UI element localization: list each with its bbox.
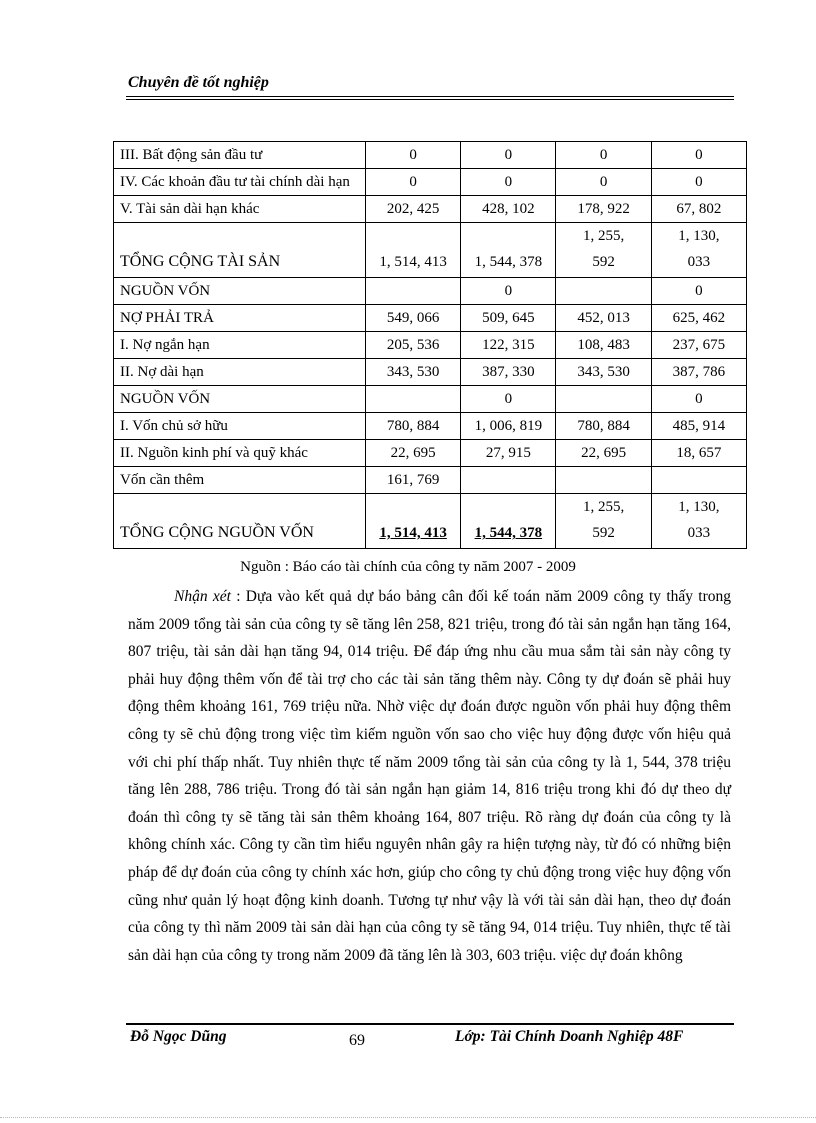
header-rule xyxy=(126,96,734,97)
row-value xyxy=(365,278,460,305)
commentary-lead: Nhận xét xyxy=(174,588,231,605)
value-text: 1, 130, 033 xyxy=(678,228,720,270)
row-value xyxy=(461,332,556,359)
value-text: 387, 330 xyxy=(482,364,535,380)
value-text: 22, 695 xyxy=(581,445,627,461)
row-label: V. Tài sản dài hạn khác xyxy=(114,196,366,223)
table-row xyxy=(114,223,747,278)
page-edge xyxy=(0,1117,816,1118)
table-row xyxy=(114,440,747,467)
value-text: 625, 462 xyxy=(672,310,726,326)
value-text: 780, 884 xyxy=(577,418,630,434)
row-value xyxy=(461,305,556,332)
row-label: IV. Các khoản đầu tư tài chính dài hạn xyxy=(114,169,366,196)
row-value xyxy=(651,278,746,305)
row-value xyxy=(651,440,746,467)
value-text: 549, 066 xyxy=(386,310,440,326)
row-label: Vốn cần thêm xyxy=(114,467,366,494)
row-value xyxy=(556,142,651,169)
row-value xyxy=(365,332,460,359)
value-text: 1, 255, 592 xyxy=(582,499,625,541)
balance-sheet-table xyxy=(113,141,747,549)
commentary-text: : Dựa vào kết quả dự báo bảng cân đối kế toán năm 2009 công ty thấy trong năm 2009 tổng tài sản của công ty sẽ tăng lên 258, 821 triệu, trong đó tài sản ngắn hạn tăng 164, 807 triệu, tài sản dài hạn tăng 94, 014 triệu. Để đáp ứng nhu cầu mua sắm tài sản này công ty phải huy động thêm vốn để tài trợ cho các tài sản tăng thêm này. Công ty dự đoán sẽ phải huy động thêm khoảng 161, 769 triệu nữa. Nhờ việc dự đoán được nguồn vốn phải huy động thêm công ty sẽ chủ động trong việc tìm kiếm nguồn vốn sao cho việc huy động được vốn hiệu quả với chi phí thấp nhất. Tuy nhiên thực tế năm 2009 tổng tài sản của công ty là 1, 544, 378 triệu tăng lên 288, 786 triệu. Trong đó tài sản ngắn hạn giảm 14, 816 triệu trong khi đó dự theo dự đoán thì công ty sẽ tăng tài sản thêm khoảng 164, 807 triệu. Rõ ràng dự đoán của công ty là không chính xác. Công ty cần tìm hiểu nguyên nhân gây ra hiện tượng này, từ đó có những biện pháp để dự đoán của công ty chính xác hơn, giúp cho công ty chủ động trong việc huy động vốn cũng như quản lý hoạt động kinh doanh. Tương tự như vậy là với tài sản dài hạn, theo dự đoán của công ty thì năm 2009 tài sản dài hạn của công ty sẽ tăng 94, 014 triệu. Tuy nhiên, thực tế tài sản dài hạn của công ty trong năm 2009 đã tăng lên là 303, 603 triệu. việc dự đoán không xyxy=(128,588,731,964)
table-row xyxy=(114,413,747,440)
value-text: 0 xyxy=(504,174,513,190)
row-value xyxy=(461,359,556,386)
row-value xyxy=(365,223,460,278)
table-row xyxy=(114,332,747,359)
row-value xyxy=(365,169,460,196)
row-value xyxy=(365,413,460,440)
value-text: 205, 536 xyxy=(386,337,440,353)
value-text: 1, 006, 819 xyxy=(474,418,543,434)
row-value xyxy=(461,142,556,169)
row-value xyxy=(651,494,746,549)
table-row xyxy=(114,359,747,386)
value-text: 0 xyxy=(504,391,513,407)
row-value xyxy=(365,196,460,223)
value-text: 0 xyxy=(695,391,703,407)
value-text: 122, 315 xyxy=(482,337,535,353)
value-text: 452, 013 xyxy=(577,310,630,326)
value-text: 343, 530 xyxy=(386,364,440,380)
row-label: NGUỒN VỐN xyxy=(114,278,366,305)
row-value xyxy=(365,142,460,169)
row-value xyxy=(651,196,746,223)
row-value xyxy=(651,332,746,359)
value-text: 108, 483 xyxy=(577,337,630,353)
page-number: 69 xyxy=(349,1032,365,1049)
value-text: 178, 922 xyxy=(577,201,630,217)
value-text: 1, 544, 378 xyxy=(474,525,543,541)
value-text: 387, 786 xyxy=(672,364,726,380)
row-value xyxy=(556,359,651,386)
footer-class: Lớp: Tài Chính Doanh Nghiệp 48F xyxy=(455,1028,684,1045)
row-value xyxy=(556,332,651,359)
row-value xyxy=(651,359,746,386)
value-text: 0 xyxy=(504,283,513,299)
row-label: NGUỒN VỐN xyxy=(114,386,366,413)
header-rule xyxy=(126,99,734,100)
value-text: 1, 255, 592 xyxy=(582,228,625,270)
value-text: 0 xyxy=(695,147,703,163)
value-text: 0 xyxy=(695,174,703,190)
row-value xyxy=(651,413,746,440)
table-row xyxy=(114,386,747,413)
row-label: TỔNG CỘNG NGUỒN VỐN xyxy=(114,494,366,549)
value-text: 1, 514, 413 xyxy=(379,525,447,541)
table-row xyxy=(114,142,747,169)
row-label: I. Nợ ngắn hạn xyxy=(114,332,366,359)
value-text: 237, 675 xyxy=(672,337,726,353)
value-text: 27, 915 xyxy=(485,445,531,461)
table-row xyxy=(114,467,747,494)
row-label: II. Nguồn kinh phí và quỹ khác xyxy=(114,440,366,467)
row-value xyxy=(461,223,556,278)
row-value xyxy=(556,440,651,467)
row-value xyxy=(556,223,651,278)
value-text: 0 xyxy=(504,147,513,163)
row-value xyxy=(556,386,651,413)
value-text: 0 xyxy=(599,174,608,190)
value-text: 0 xyxy=(409,174,417,190)
row-value xyxy=(651,467,746,494)
row-label: I. Vốn chủ sở hữu xyxy=(114,413,366,440)
source-note: Nguồn : Báo cáo tài chính của công ty năm 2007 - 2009 xyxy=(240,559,576,575)
value-text: 0 xyxy=(409,147,417,163)
row-value xyxy=(365,440,460,467)
table-row xyxy=(114,278,747,305)
row-value xyxy=(461,169,556,196)
value-text: 1, 544, 378 xyxy=(474,254,543,270)
row-label: TỔNG CỘNG TÀI SẢN xyxy=(114,223,366,278)
row-value xyxy=(556,278,651,305)
row-value xyxy=(461,386,556,413)
row-value xyxy=(365,467,460,494)
footer-rule xyxy=(126,1023,734,1025)
value-text: 22, 695 xyxy=(390,445,436,461)
row-value xyxy=(461,196,556,223)
value-text: 780, 884 xyxy=(386,418,440,434)
value-text: 0 xyxy=(599,147,608,163)
table-row xyxy=(114,305,747,332)
value-text: 1, 514, 413 xyxy=(379,254,447,270)
row-value xyxy=(651,305,746,332)
value-text: 1, 130, 033 xyxy=(678,499,720,541)
value-text: 428, 102 xyxy=(482,201,535,217)
value-text: 509, 645 xyxy=(482,310,535,326)
row-value xyxy=(651,223,746,278)
row-label: III. Bất động sản đầu tư xyxy=(114,142,366,169)
row-value xyxy=(556,467,651,494)
value-text: 67, 802 xyxy=(676,201,722,217)
header-title: Chuyên đề tốt nghiệp xyxy=(128,74,269,91)
row-value xyxy=(461,278,556,305)
row-label: NỢ PHẢI TRẢ xyxy=(114,305,366,332)
row-value xyxy=(365,494,460,549)
row-value xyxy=(365,305,460,332)
row-value xyxy=(556,169,651,196)
footer-author: Đỗ Ngọc Dũng xyxy=(130,1028,227,1045)
value-text: 161, 769 xyxy=(386,472,440,488)
value-text: 485, 914 xyxy=(672,418,726,434)
table-row xyxy=(114,169,747,196)
commentary-paragraph xyxy=(128,583,731,969)
table-row xyxy=(114,196,747,223)
row-value xyxy=(461,413,556,440)
row-value xyxy=(556,494,651,549)
value-text: 0 xyxy=(695,283,703,299)
table-row xyxy=(114,494,747,549)
value-text: 202, 425 xyxy=(386,201,440,217)
row-value xyxy=(556,196,651,223)
row-label: II. Nợ dài hạn xyxy=(114,359,366,386)
row-value xyxy=(365,386,460,413)
value-text: 343, 530 xyxy=(577,364,630,380)
row-value xyxy=(365,359,460,386)
value-text: 18, 657 xyxy=(676,445,722,461)
row-value xyxy=(461,494,556,549)
row-value xyxy=(651,169,746,196)
row-value xyxy=(651,142,746,169)
row-value xyxy=(556,413,651,440)
row-value xyxy=(556,305,651,332)
row-value xyxy=(461,440,556,467)
row-value xyxy=(651,386,746,413)
row-value xyxy=(461,467,556,494)
